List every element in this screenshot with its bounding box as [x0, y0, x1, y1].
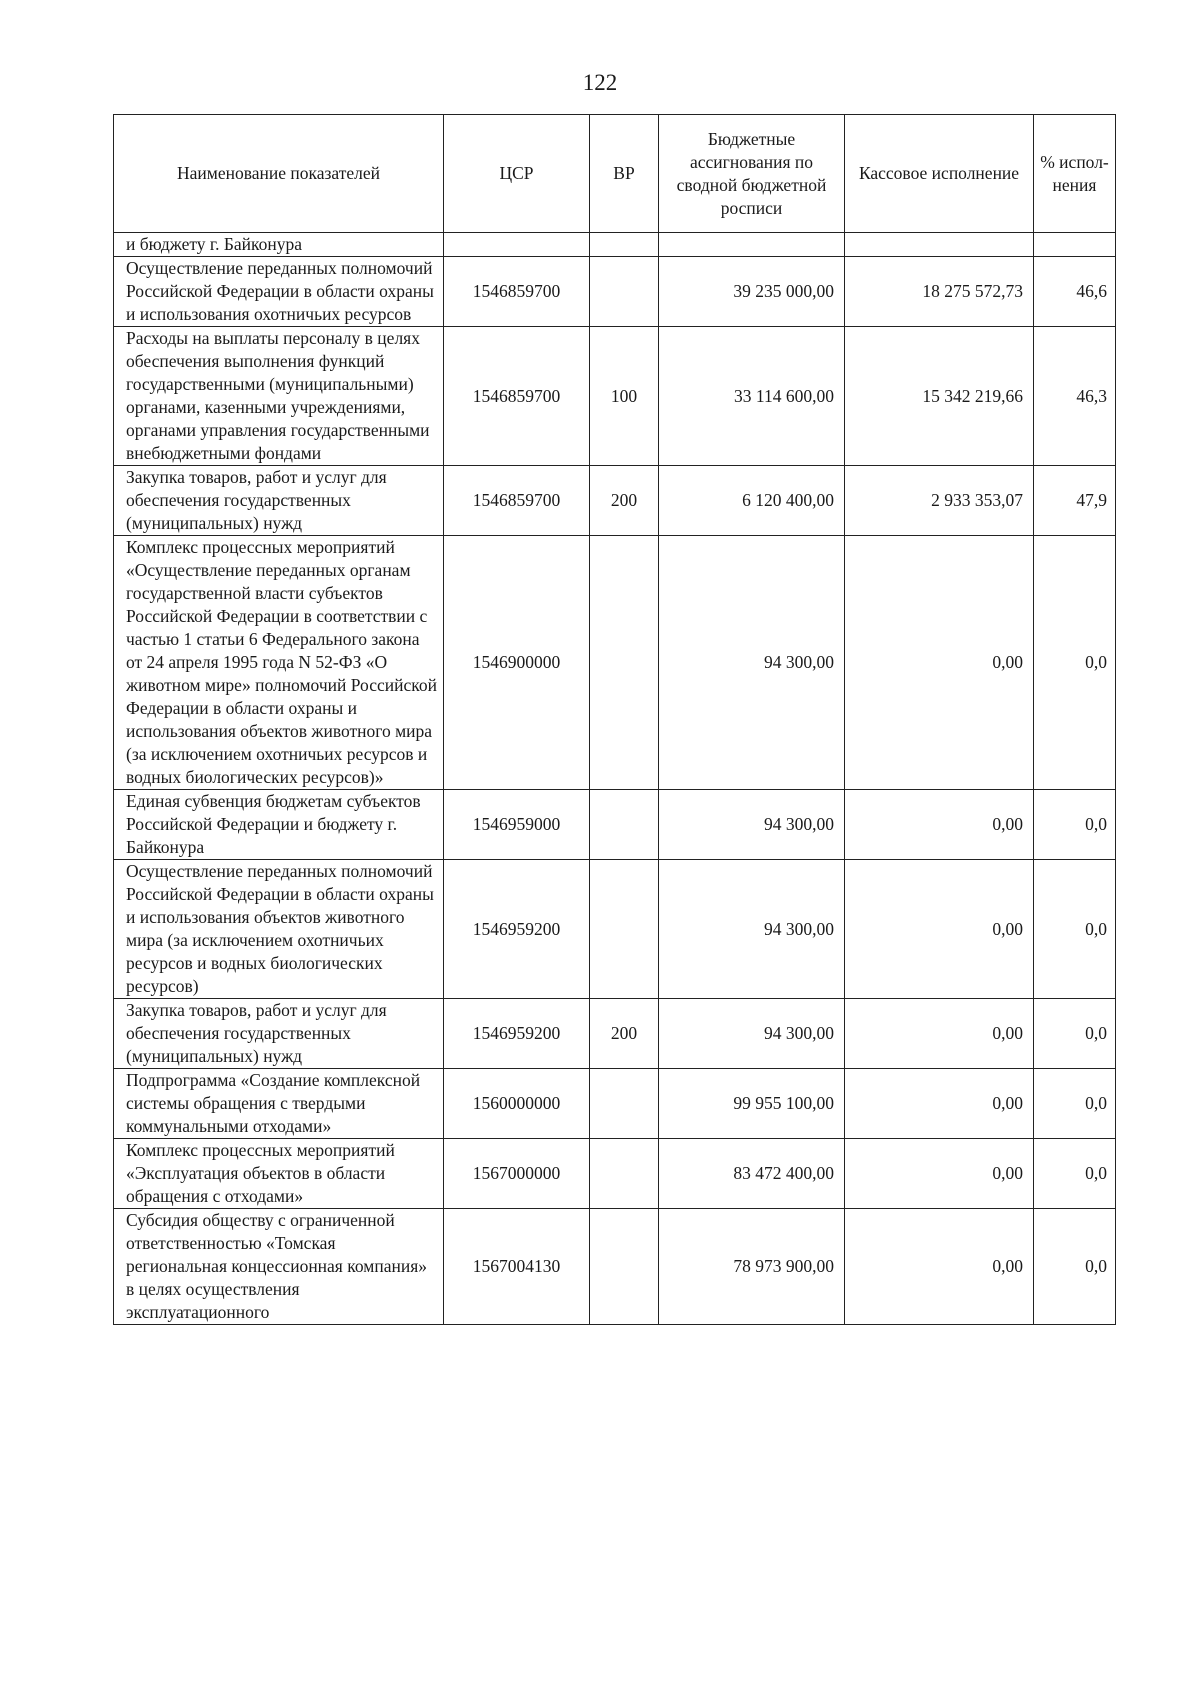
cell-pct: 0,0 — [1034, 999, 1116, 1069]
table-row — [114, 1209, 1116, 1325]
cell-pct: 0,0 — [1034, 1209, 1116, 1325]
cell-vr — [590, 233, 659, 257]
cell-cash: 0,00 — [845, 860, 1034, 999]
page-number: 122 — [582, 70, 618, 95]
cell-csr: 1567004130 — [444, 1209, 590, 1325]
cell-budget: 33 114 600,00 — [659, 327, 845, 466]
cell-pct: 46,6 — [1034, 257, 1116, 327]
cell-cash: 0,00 — [845, 999, 1034, 1069]
header-row — [114, 115, 1116, 233]
cell-cash: 0,00 — [845, 536, 1034, 790]
cell-budget: 6 120 400,00 — [659, 466, 845, 536]
cell-vr — [590, 1209, 659, 1325]
cell-budget: 94 300,00 — [659, 536, 845, 790]
cell-name: и бюджету г. Байконура — [114, 233, 444, 257]
table-row — [114, 233, 1116, 257]
cell-vr: 100 — [590, 327, 659, 466]
budget-table — [113, 114, 1116, 1325]
cell-csr: 1546959200 — [444, 999, 590, 1069]
table-row — [114, 1069, 1116, 1139]
cell-vr — [590, 860, 659, 999]
cell-csr: 1567000000 — [444, 1139, 590, 1209]
cell-vr — [590, 1139, 659, 1209]
cell-pct: 0,0 — [1034, 536, 1116, 790]
cell-vr — [590, 790, 659, 860]
cell-csr: 1546859700 — [444, 257, 590, 327]
cell-vr: 200 — [590, 466, 659, 536]
cell-budget: 78 973 900,00 — [659, 1209, 845, 1325]
table-row — [114, 466, 1116, 536]
cell-name: Субсидия обществу с ограниченной ответственностью «Томская региональная концессионная компания» в целях осуществления эксплуатационного — [114, 1209, 444, 1325]
table-row — [114, 536, 1116, 790]
cell-name: Комплекс процессных мероприятий «Осуществление переданных органам государственной власти субъектов Российской Федерации в соответствии с частью 1 статьи 6 Федерального закона от 24 апреля 1995 года N 52-ФЗ «О животном мире» полномочий Российской Федерации в области охраны и использования объектов животного мира (за исключением охотничьих ресурсов и водных биологических ресурсов)» — [114, 536, 444, 790]
cell-budget: 94 300,00 — [659, 860, 845, 999]
cell-pct: 47,9 — [1034, 466, 1116, 536]
table-row — [114, 327, 1116, 466]
cell-name: Подпрограмма «Создание комплексной системы обращения с твердыми коммунальными отходами» — [114, 1069, 444, 1139]
cell-cash: 0,00 — [845, 1209, 1034, 1325]
cell-cash: 18 275 572,73 — [845, 257, 1034, 327]
header-cash: Кассовое исполнение — [845, 115, 1034, 233]
cell-pct: 0,0 — [1034, 1139, 1116, 1209]
cell-vr: 200 — [590, 999, 659, 1069]
cell-pct: 0,0 — [1034, 860, 1116, 999]
header-name: Наименование показателей — [114, 115, 444, 233]
cell-pct: 0,0 — [1034, 790, 1116, 860]
table-row — [114, 860, 1116, 999]
table-header — [114, 115, 1116, 233]
cell-pct: 0,0 — [1034, 1069, 1116, 1139]
cell-name: Осуществление переданных полномочий Российской Федерации в области охраны и использования охотничьих ресурсов — [114, 257, 444, 327]
cell-pct — [1034, 233, 1116, 257]
cell-cash: 0,00 — [845, 1069, 1034, 1139]
table-row — [114, 790, 1116, 860]
cell-vr — [590, 536, 659, 790]
table-row — [114, 257, 1116, 327]
cell-cash: 15 342 219,66 — [845, 327, 1034, 466]
cell-name: Расходы на выплаты персоналу в целях обеспечения выполнения функций государственными (муниципальными) органами, казенными учреждениями, органами управления государственными внебюджетными фондами — [114, 327, 444, 466]
header-budget: Бюджетные ассигнования по сводной бюджетной росписи — [659, 115, 845, 233]
cell-cash — [845, 233, 1034, 257]
header-vr: ВР — [590, 115, 659, 233]
cell-csr: 1546859700 — [444, 466, 590, 536]
cell-name: Комплекс процессных мероприятий «Эксплуатация объектов в области обращения с отходами» — [114, 1139, 444, 1209]
table-row — [114, 1139, 1116, 1209]
cell-csr: 1546900000 — [444, 536, 590, 790]
cell-budget: 94 300,00 — [659, 999, 845, 1069]
table-row — [114, 999, 1116, 1069]
cell-budget: 39 235 000,00 — [659, 257, 845, 327]
cell-csr: 1546859700 — [444, 327, 590, 466]
cell-vr — [590, 257, 659, 327]
cell-name: Единая субвенция бюджетам субъектов Российской Федерации и бюджету г. Байконура — [114, 790, 444, 860]
cell-name: Осуществление переданных полномочий Российской Федерации в области охраны и использования объектов животного мира (за исключением охотничьих ресурсов и водных биологических ресурсов) — [114, 860, 444, 999]
cell-budget: 94 300,00 — [659, 790, 845, 860]
cell-vr — [590, 1069, 659, 1139]
cell-name: Закупка товаров, работ и услуг для обеспечения государственных (муниципальных) нужд — [114, 466, 444, 536]
cell-name: Закупка товаров, работ и услуг для обеспечения государственных (муниципальных) нужд — [114, 999, 444, 1069]
cell-budget: 99 955 100,00 — [659, 1069, 845, 1139]
cell-csr: 1546959200 — [444, 860, 590, 999]
cell-pct: 46,3 — [1034, 327, 1116, 466]
cell-csr — [444, 233, 590, 257]
cell-budget: 83 472 400,00 — [659, 1139, 845, 1209]
header-pct: % испол-нения — [1034, 115, 1116, 233]
table-body — [114, 233, 1116, 1325]
cell-csr: 1560000000 — [444, 1069, 590, 1139]
cell-cash: 0,00 — [845, 1139, 1034, 1209]
cell-cash: 0,00 — [845, 790, 1034, 860]
header-csr: ЦСР — [444, 115, 590, 233]
cell-cash: 2 933 353,07 — [845, 466, 1034, 536]
cell-csr: 1546959000 — [444, 790, 590, 860]
cell-budget — [659, 233, 845, 257]
